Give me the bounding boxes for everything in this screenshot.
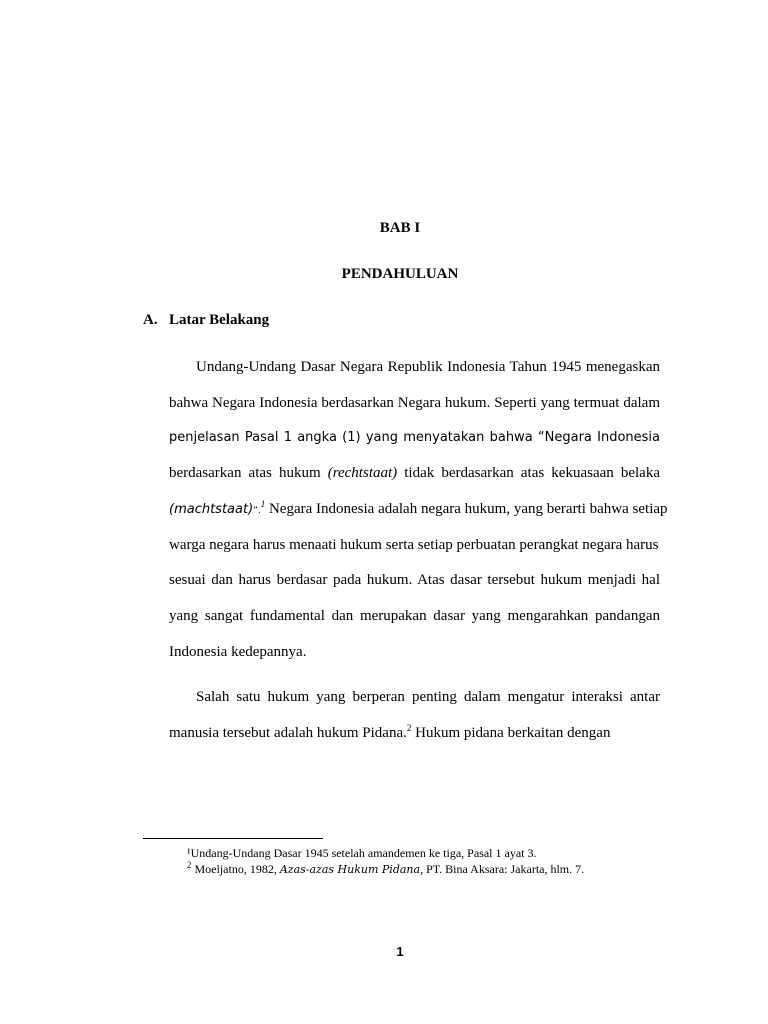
line-2-text-b: Hukum pidana berkaitan dengan — [411, 725, 611, 741]
closing-quote: ”. — [253, 506, 261, 516]
section-title: Latar Belakang — [169, 312, 270, 328]
line-4-text-a: berdasarkan atas hukum — [169, 465, 328, 481]
footnote-ref-2: 2 — [406, 723, 412, 733]
page-number: 1 — [396, 944, 404, 959]
footnote-ref-1: 1 — [260, 499, 266, 509]
paragraph-1-line-5 — [169, 499, 668, 521]
paragraph-1-line-4 — [169, 463, 660, 483]
paragraph-2-line-2 — [169, 723, 660, 743]
section-heading — [143, 312, 269, 329]
paragraph-1-line-6: warga negara harus menaati hukum serta setiap perbuatan perangkat negara harus — [169, 537, 659, 553]
paragraph-1-line-9: Indonesia kedepannya. — [169, 644, 307, 660]
paragraph-1-line-8: yang sangat fundamental dan merupakan dasar yang mengarahkan pandangan — [169, 608, 660, 624]
line-2-text-a: manusia tersebut adalah hukum Pidana. — [169, 725, 407, 741]
paragraph-1-line-3: penjelasan Pasal 1 angka (1) yang menyatakan bahwa “Negara Indonesia — [169, 430, 660, 445]
term-machtstaat: (machtstaat) — [169, 502, 254, 517]
term-rechtstaat: (rechtstaat) — [327, 465, 398, 481]
chapter-title: PENDAHULUAN — [341, 266, 459, 282]
footnote-1: ¹Undang-Undang Dasar 1945 setelah amandemen ke tiga, Pasal 1 ayat 3. — [187, 846, 537, 860]
footnote-2-text-c: , PT. Bina Aksara: Jakarta, hlm. 7. — [420, 862, 585, 876]
line-5-text-c: Negara Indonesia adalah negara hukum, yang berarti bahwa setiap — [265, 501, 668, 517]
footnote-separator — [143, 838, 323, 839]
footnote-2-text-a: Moeljatno, 1982, — [191, 862, 280, 876]
paragraph-1-line-1: Undang-Undang Dasar Negara Republik Indonesia Tahun 1945 menegaskan — [196, 359, 660, 375]
footnote-2-number: 2 — [187, 860, 192, 870]
paragraph-2-line-1: Salah satu hukum yang berperan penting dalam mengatur interaksi antar — [196, 689, 660, 705]
section-number: A. — [143, 312, 158, 328]
paragraph-1-line-2: bahwa Negara Indonesia berdasarkan Negara hukum. Seperti yang termuat dalam — [169, 395, 660, 411]
footnote-2 — [187, 862, 584, 877]
paragraph-1-line-7: sesuai dan harus berdasar pada hukum. Atas dasar tersebut hukum menjadi hal — [169, 572, 660, 588]
footnote-2-book-title: Azas-azas Hukum Pidana — [279, 863, 421, 876]
chapter-label: BAB I — [379, 220, 421, 236]
line-4-text-c: tidak berdasarkan atas kekuasaan belaka — [397, 465, 660, 481]
